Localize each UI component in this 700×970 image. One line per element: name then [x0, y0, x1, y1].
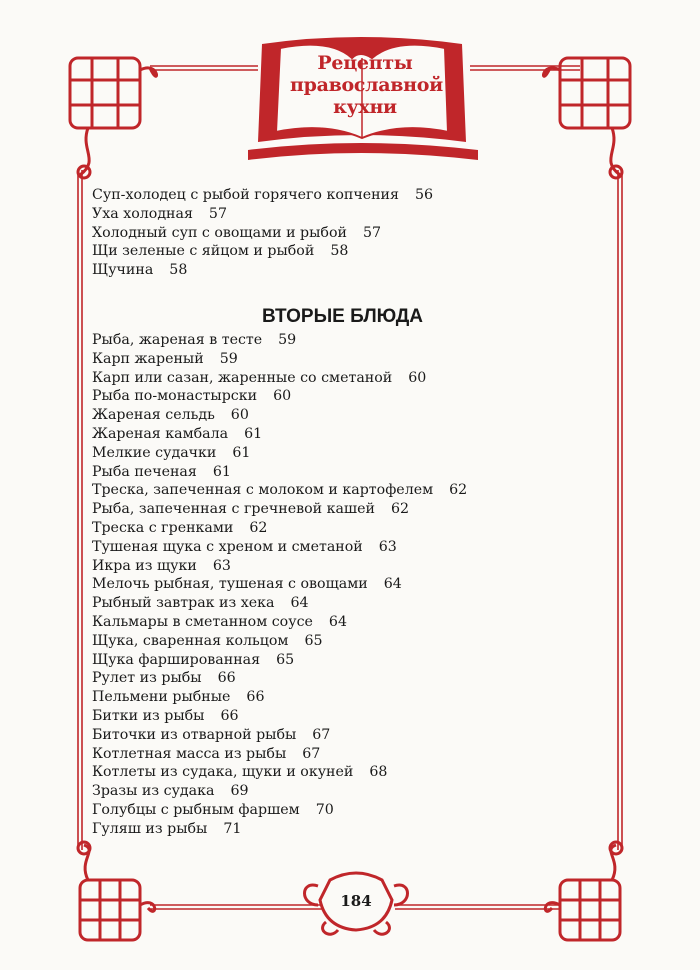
toc-entry [92, 224, 652, 243]
toc-entry-title: Жареная камбала [92, 425, 229, 442]
toc-entry [92, 538, 652, 557]
toc-entry [92, 575, 652, 594]
book-series-title-line: кухни [333, 96, 397, 118]
toc-entry-page: 62 [449, 482, 468, 499]
toc-entry-page: 67 [302, 745, 321, 762]
toc-entry-title: Кальмары в сметанном соусе [92, 613, 313, 630]
toc-entry-title: Суп-холодец с рыбой горячего копчения [92, 187, 399, 203]
toc-entry [92, 763, 652, 782]
celtic-knot-icon [78, 842, 155, 940]
book-series-title-line: Рецепты [317, 52, 413, 74]
toc-entry-page: 65 [304, 632, 323, 649]
toc-entry [92, 519, 652, 538]
toc-entry-page: 60 [273, 388, 292, 405]
toc-entry [92, 820, 652, 839]
toc-entry-title: Щука, сваренная кольцом [92, 632, 289, 649]
toc-entry [92, 594, 652, 613]
toc-entry [92, 406, 652, 425]
toc-entry-title: Тушеная щука с хреном и сметаной [92, 538, 363, 555]
toc-entry-title: Зразы из судака [92, 783, 215, 800]
toc-entry [92, 707, 652, 726]
toc-entry [92, 463, 652, 482]
toc-entry-page: 66 [246, 689, 265, 706]
toc-entry [92, 425, 652, 444]
toc-entry [92, 651, 652, 670]
toc-entry-title: Рыбный завтрак из хека [92, 595, 275, 612]
toc-entry [92, 331, 652, 350]
toc-entry-title: Мелочь рыбная, тушеная с овощами [92, 576, 368, 593]
toc-entry-page: 63 [212, 557, 231, 574]
toc-entry-title: Уха холодная [92, 205, 193, 222]
celtic-knot-icon [545, 842, 622, 940]
toc-entry [92, 801, 652, 820]
toc-entry-title: Щучина [92, 262, 154, 279]
toc-entry-page: 60 [230, 407, 249, 424]
toc-entry-title: Голубцы с рыбным фаршем [92, 801, 300, 818]
toc-entry-page: 64 [383, 576, 402, 593]
toc-entry-page: 61 [232, 444, 251, 461]
toc-entry-page: 68 [369, 764, 388, 781]
toc-entry [92, 632, 652, 651]
toc-entry-title: Щи зеленые с яйцом и рыбой [92, 243, 315, 260]
toc-entry-page: 66 [217, 670, 236, 687]
toc-entry [92, 481, 652, 500]
toc-entry [92, 726, 652, 745]
toc-entry-title: Пельмени рыбные [92, 689, 231, 706]
toc-entry [92, 186, 652, 205]
toc-entry [92, 745, 652, 764]
toc-entry-title: Жареная сельдь [92, 407, 215, 424]
toc-entry-title: Мелкие судачки [92, 444, 217, 461]
toc-entry-title: Битки из рыбы [92, 707, 205, 724]
toc-entry-page: 57 [362, 224, 382, 241]
toc-entry-page: 61 [244, 425, 263, 442]
toc-entry [92, 557, 652, 576]
toc-entry-page: 65 [276, 651, 295, 668]
toc-entry-page: 57 [208, 205, 227, 222]
toc-entry-page: 66 [220, 707, 239, 724]
toc-entry-title: Треска с гренками [92, 519, 234, 536]
toc-entry-title: Щука фаршированная [92, 651, 261, 668]
toc-entry-page: 62 [249, 519, 268, 536]
toc-entry-title: Рыба печеная [92, 463, 197, 480]
toc-entry [92, 205, 652, 224]
toc-entry [92, 688, 652, 707]
toc-entry-title: Рыба, жареная в тесте [92, 331, 263, 348]
toc-entry [92, 261, 652, 280]
page-number: 184 [340, 892, 372, 910]
section-entries [92, 331, 652, 839]
toc-entry-title: Треска, запеченная с молоком и картофелем [92, 482, 434, 499]
toc-entry-page: 67 [312, 726, 331, 743]
toc-entry-page: 58 [330, 243, 349, 260]
toc-entry [92, 782, 652, 801]
toc-entry-title: Икра из щуки [92, 557, 197, 574]
toc-entry-title: Гуляш из рыбы [92, 820, 208, 837]
toc-entry-title: Рыба по-монастырски [92, 388, 258, 405]
toc-entry-page: 63 [378, 538, 397, 555]
toc-entry-title: Карп или сазан, жаренные со сметаной [92, 369, 393, 386]
toc-entry-title: Котлетная масса из рыбы [92, 745, 287, 762]
toc-entry [92, 369, 652, 388]
toc-entry-page: 71 [223, 820, 242, 837]
toc-entry [92, 444, 652, 463]
toc-entry [92, 350, 652, 369]
toc-entry [92, 669, 652, 688]
toc-entry-page: 60 [408, 369, 427, 386]
celtic-knot-icon [543, 58, 630, 178]
section-heading: ВТОРЫЕ БЛЮДА [262, 305, 424, 327]
book-series-title-line: православной [290, 74, 443, 96]
toc-entry-title: Карп жареный [92, 350, 204, 367]
toc-entry-page: 69 [230, 783, 249, 800]
toc-entry-page: 62 [390, 501, 410, 518]
toc-entry-page: 61 [212, 463, 231, 480]
continued-entries [92, 186, 652, 280]
toc-entry [92, 613, 652, 632]
toc-entry [92, 387, 652, 406]
toc-entry-title: Котлеты из судака, щуки и окуней [92, 764, 354, 781]
toc-entry [92, 242, 652, 261]
table-of-contents [92, 186, 652, 839]
toc-entry-page: 64 [290, 595, 309, 612]
toc-entry-title: Рулет из рыбы [92, 670, 202, 687]
toc-entry-title: Биточки из отварной рыбы [92, 726, 297, 743]
toc-entry-page: 59 [278, 331, 297, 348]
celtic-knot-icon [70, 58, 157, 178]
toc-entry-page: 64 [328, 613, 347, 630]
book-series-title [290, 52, 443, 118]
toc-entry-title: Рыба, запеченная с гречневой кашей [92, 501, 375, 518]
toc-entry [92, 500, 652, 519]
toc-entry-page: 56 [414, 187, 434, 203]
toc-entry-page: 58 [169, 262, 188, 279]
toc-entry-page: 70 [315, 801, 334, 818]
toc-entry-page: 59 [219, 350, 238, 367]
toc-entry-title: Холодный суп с овощами и рыбой [92, 224, 347, 241]
